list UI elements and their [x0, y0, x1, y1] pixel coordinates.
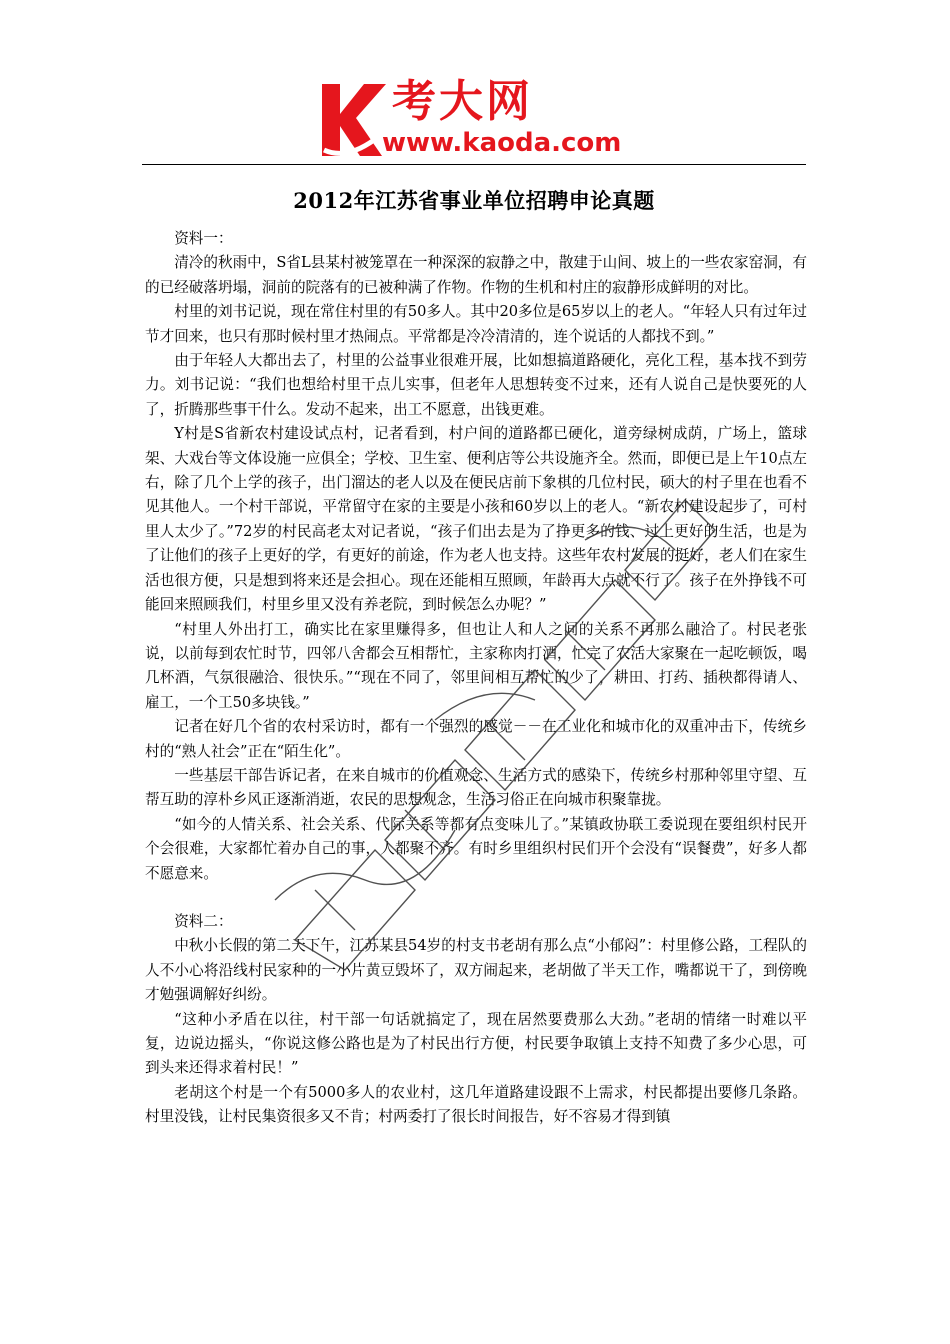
page-title: 2012年江苏省事业单位招聘申论真题 [293, 188, 655, 213]
paragraph: 中秋小长假的第二天下午，江苏某县54岁的村支书老胡有那么点“小郁闷”：村里修公路，工程队的人不小心将沿线村民家种的一小片黄豆毁坏了，双方闹起来，老胡做了半天工作，嘴都说干了，到傍晚才勉强调解好纠纷。 [145, 937, 807, 1004]
kaoda-logo[interactable] [316, 78, 646, 160]
section2-heading: 资料二： [174, 912, 233, 930]
header-rule [142, 164, 806, 165]
paragraph: 记者在好几个省的农村采访时，都有一个强烈的感觉－－在工业化和城市化的双重冲击下，传统乡村的“熟人社会”正在“陌生化”。 [145, 718, 807, 760]
paragraph: “这种小矛盾在以往，村干部一句话就搞定了，现在居然要费那么大劲。”老胡的情绪一时难以平复，边说边摇头，“你说这修公路也是为了村民出行方便，村民要争取镇上支持不知费了多少心思，可到头来还得求着村民！” [145, 1010, 807, 1077]
logo-title: 考大网 [392, 76, 533, 127]
paragraph: 由于年轻人大都出去了，村里的公益事业很难开展，比如想搞道路硬化，亮化工程，基本找不到劳力。刘书记说：“我们也想给村里干点儿实事，但老年人思想转变不过来，还有人说自己是快要死的人了，折腾那些事干什么。发动不起来，出工不愿意，出钱更难。 [145, 352, 807, 418]
section-gap [145, 886, 807, 910]
document-body [145, 227, 807, 1130]
paragraph: 清冷的秋雨中，S省L县某村被笼罩在一种深深的寂静之中，散建于山间、坡上的一些农家窑洞，有的已经破落坍塌，洞前的院落有的已被种满了作物。作物的生机和村庄的寂静形成鲜明的对比。 [145, 254, 807, 296]
paragraph: “如今的人情关系、社会关系、代际关系等都有点变味儿了。”某镇政协联工委说现在要组织村民开个会很难，大家都忙着办自己的事，人都聚不齐。有时乡里组织村民们开个会没有“误餐费”，好多人都不愿意来。 [145, 815, 807, 882]
paragraph: 老胡这个村是一个有5000多人的农业村，这几年道路建设跟不上需求，村民都提出要修几条路。村里没钱，让村民集资很多又不肯；村两委打了很长时间报告，好不容易才得到镇 [145, 1083, 807, 1126]
paragraph: “村里人外出打工，确实比在家里赚得多，但也让人和人之间的关系不再那么融洽了。村民老张说，以前每到农忙时节，四邻八舍都会互相帮忙，主家称肉打酒，忙完了农活大家聚在一起吃顿饭，喝几杯酒，气氛很融洽、很快乐。”“现在不同了，邻里间相互帮忙的少了，耕田、打药、插秧都得请人、雇工，一个工50多块钱。” [145, 620, 807, 711]
paragraph: Y村是S省新农村建设试点村，记者看到，村户间的道路都已硬化，道旁绿树成荫，广场上，篮球架、大戏台等文体设施一应俱全；学校、卫生室、便利店等公共设施齐全。然而，即便已是上午10点左右，除了几个上学的孩子，出门溜达的老人以及在便民店前下象棋的几位村民，硕大的村子里在也看不见其他人。一个村干部说，平常留守在家的主要是小孩和60岁以上的老人。“新农村建设起步了，可村里人太少了。”72岁的村民高老太对记者说，“孩子们出去是为了挣更多的钱、过上更好的生活，也是为了让他们的孩子上更好的学，有更好的前途，作为老人也支持。这些年农村发展的挺好，老人们在家生活也很方便，只是想到将来还是会担心。现在还能相互照顾，年龄再大点就不行了。孩子在外挣钱不可能回来照顾我们，村里乡里又没有养老院，到时候怎么办呢？” [145, 425, 807, 614]
paragraph: 一些基层干部告诉记者，在来自城市的价值观念、生活方式的感染下，传统乡村那种邻里守望、互帮互助的淳朴乡风正逐渐消逝，农民的思想观念，生活习俗正在向城市积聚靠拢。 [145, 766, 807, 809]
section1-heading: 资料一： [174, 230, 233, 247]
paragraph: 村里的刘书记说，现在常住村里的有50多人。其中20多位是65岁以上的老人。“年轻人只有过年过节才回来，也只有那时候村里才热闹点。平常都是冷冷清清的，连个说话的人都找不到。” [145, 303, 807, 345]
logo-url: www.kaoda.com [382, 128, 622, 158]
